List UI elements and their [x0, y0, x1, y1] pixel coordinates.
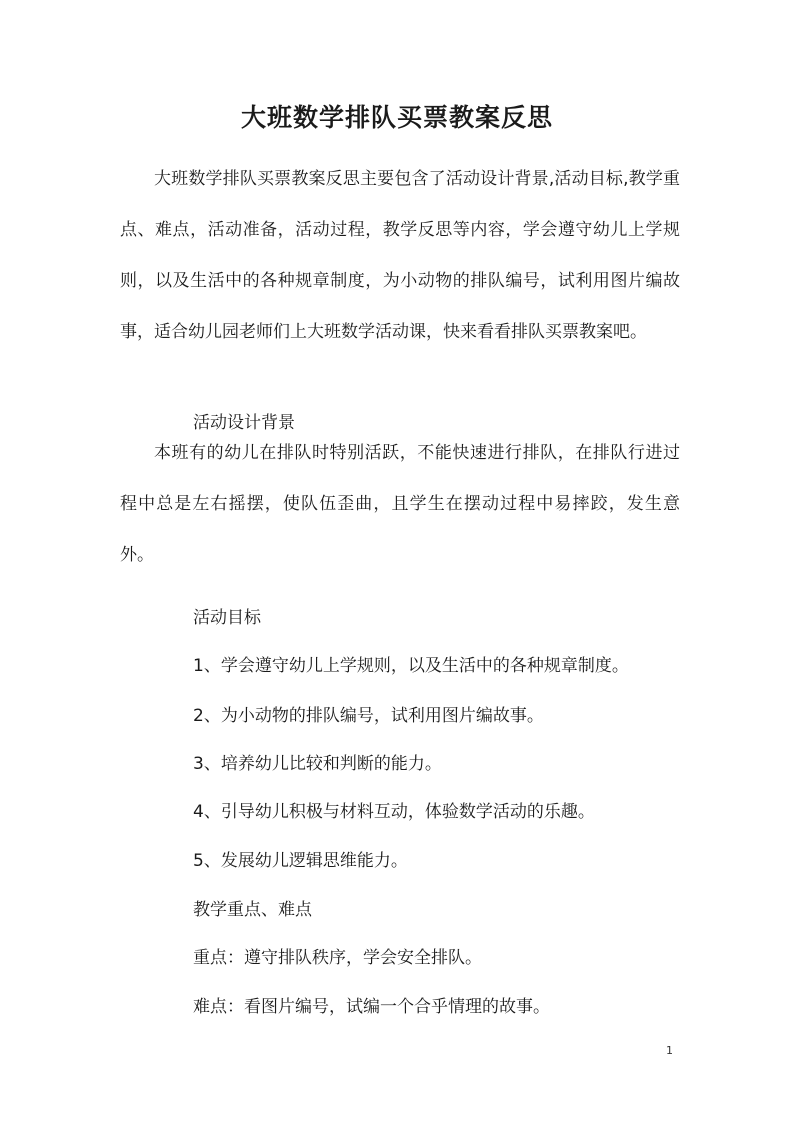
section-heading-goals: 活动目标: [193, 608, 261, 628]
section-heading-key-points: 教学重点、难点: [193, 900, 312, 920]
section-heading-background: 活动设计背景: [193, 413, 295, 433]
document-title: 大班数学排队买票教案反思: [240, 103, 553, 132]
intro-paragraph: 大班数学排队买票教案反思主要包含了活动设计背景,活动目标,教学重点、难点，活动准备，活动过程，教学反思等内容，学会遵守幼儿上学规则，以及生活中的各种规章制度，为小动物的排队编号，试利用图片编故事，适合幼儿园老师们上大班数学活动课，快来看看排队买票教案吧。: [120, 169, 680, 342]
page-number: 1: [666, 1044, 673, 1057]
goal-item-4: 4、引导幼儿积极与材料互动，体验数学活动的乐趣。: [193, 802, 595, 822]
goal-item-5: 5、发展幼儿逻辑思维能力。: [193, 851, 408, 871]
key-point-text: 重点：遵守排队秩序，学会安全排队。: [193, 948, 482, 968]
background-paragraph: 本班有的幼儿在排队时特别活跃，不能快速进行排队，在排队行进过程中总是左右摇摆，使队伍歪曲，且学生在摆动过程中易摔跤，发生意外。: [120, 443, 680, 565]
goal-item-1: 1、学会遵守幼儿上学规则，以及生活中的各种规章制度。: [193, 656, 629, 676]
goal-item-2: 2、为小动物的排队编号，试利用图片编故事。: [193, 706, 544, 726]
goal-item-3: 3、培养幼儿比较和判断的能力。: [193, 754, 442, 774]
difficulty-text: 难点：看图片编号，试编一个合乎情理的故事。: [193, 997, 550, 1017]
